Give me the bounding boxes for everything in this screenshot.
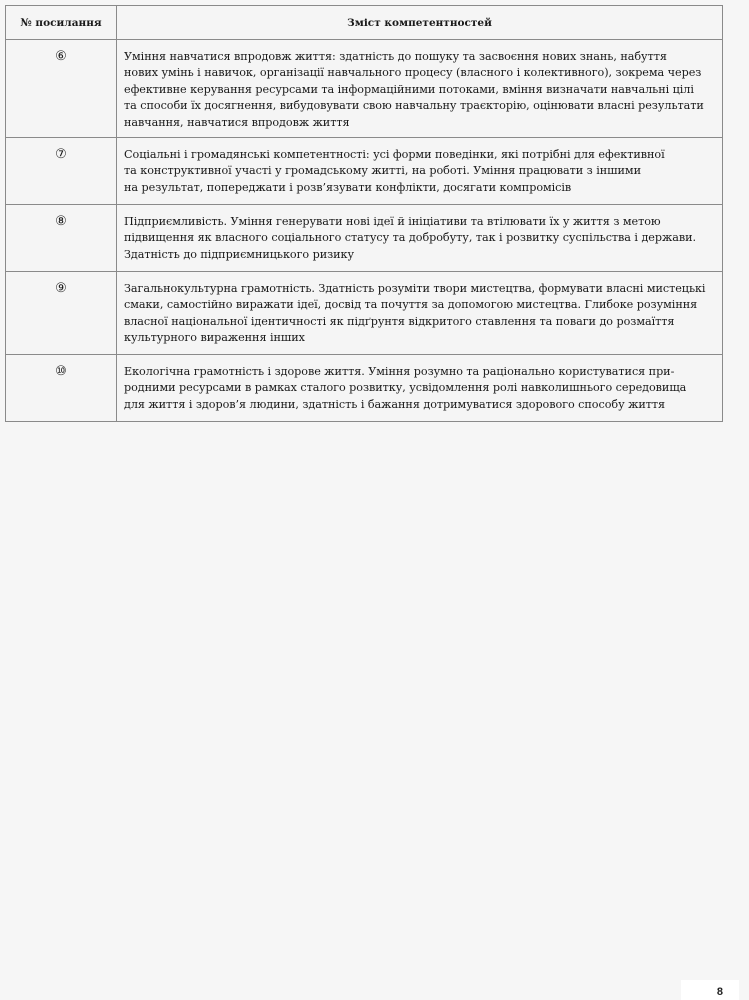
competency-content-cell (117, 205, 723, 272)
reference-number-cell: ⑧ (6, 205, 117, 272)
content-line: та способи їх досягнення, вибудовувати свою навчальну траєкторію, оцінювати власні результати (124, 99, 704, 113)
content-line: підвищення як власного соціального статусу та добробуту, так і розвитку суспільства і держави. (124, 231, 696, 245)
competency-content-cell (117, 40, 723, 138)
table-header-row (6, 6, 723, 40)
content-line: Соціальні і громадянські компетентності: усі форми поведінки, які потрібні для ефективної (124, 148, 665, 162)
content-line: на результат, попереджати і розв’язувати конфлікти, досягати компромісів (124, 180, 572, 194)
content-line: Уміння навчатися впродовж життя: здатність до пошуку та засвоєння нових знань, набуття (124, 50, 667, 63)
content-line: навчання, навчатися впродовж життя (124, 115, 350, 129)
content-line: власної національної ідентичності як підґрунтя відкритого ставлення та поваги до розмаїття (124, 314, 675, 328)
competencies-table (5, 5, 723, 422)
reference-number-cell: ⑩ (6, 355, 117, 422)
table-row (6, 355, 723, 422)
page-number: 8 (716, 986, 723, 998)
competency-content-cell (117, 355, 723, 422)
content-line: Підприємливість. Уміння генерувати нові ідеї й ініціативи та втілювати їх у життя з метою (124, 215, 661, 229)
competency-content-cell (117, 272, 723, 355)
content-line: та конструктивної участі у громадському житті, на роботі. Уміння працювати з іншими (124, 164, 641, 178)
table-row (6, 40, 723, 138)
content-line: смаки, самостійно виражати ідеї, досвід та почуття за допомогою мистецтва. Глибоке розуміння (124, 298, 698, 312)
reference-number-cell: ⑥ (6, 40, 117, 138)
column-header-competency-content: Зміст компетентностей (117, 6, 723, 40)
content-line: ефективне керування ресурсами та інформаційними потоками, вміння визначати навчальні цілі (124, 82, 694, 96)
table-row (6, 272, 723, 355)
content-line: для життя і здоров’я людини, здатність і бажання дотримуватися здорового способу життя (124, 397, 666, 411)
reference-number-cell: ⑨ (6, 272, 117, 355)
table-row (6, 138, 723, 205)
content-line: культурного вираження інших (124, 331, 305, 345)
content-line: Екологічна грамотність і здорове життя. Уміння розумно та раціонально користуватися при- (124, 365, 675, 379)
reference-number-cell: ⑦ (6, 138, 117, 205)
content-line: нових умінь і навичок, організації навчального процесу (власного і колективного), зокрема через (124, 66, 702, 80)
content-line: Здатність до підприємницького ризику (124, 247, 355, 261)
table-row (6, 205, 723, 272)
page-footer (681, 980, 739, 1000)
content-line: родними ресурсами в рамках сталого розвитку, усвідомлення ролі навколишнього середовища (124, 381, 687, 395)
competency-content-cell (117, 138, 723, 205)
content-line: Загальнокультурна грамотність. Здатність розуміти твори мистецтва, формувати власні мистецькі (124, 282, 706, 296)
column-header-reference-number: № посилання (6, 6, 117, 40)
